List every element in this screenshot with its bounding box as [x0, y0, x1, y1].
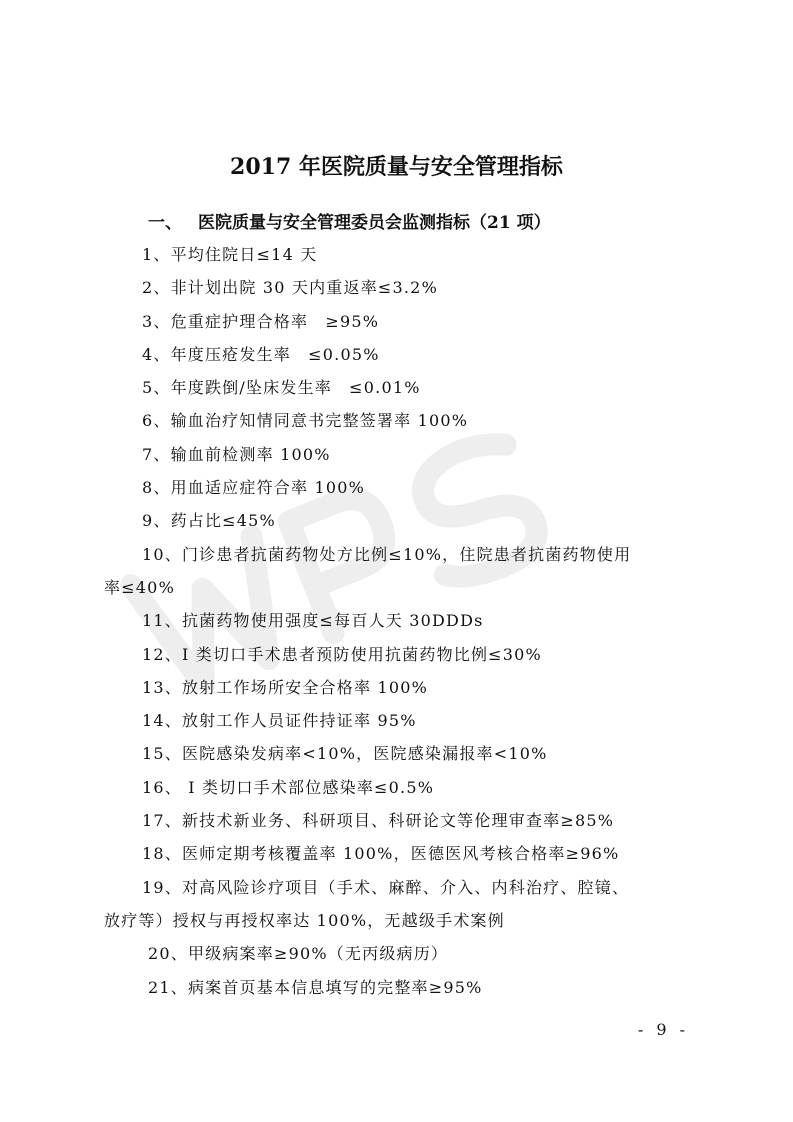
list-item	[0, 238, 793, 271]
list-item-text: 7、输血前检测率 100%	[142, 444, 331, 464]
list-item-text: 18、医师定期考核覆盖率 100%，医德医风考核合格率≥96%	[142, 844, 620, 864]
list-item-text: 12、I 类切口手术患者预防使用抗菌药物比例≤30%	[142, 644, 542, 664]
indicator-list	[0, 238, 793, 1004]
list-item-text: 10、门诊患者抗菌药物处方比例≤10%，住院患者抗菌药物使用	[142, 544, 632, 564]
list-item-text: 8、用血适应症符合率 100%	[142, 478, 366, 498]
document-title: 2017 年医院质量与安全管理指标	[230, 154, 563, 180]
list-item-text: 21、病案首页基本信息填写的完整率≥95%	[148, 977, 483, 997]
list-item	[0, 871, 793, 938]
list-item	[0, 271, 793, 304]
list-item-text: 1、平均住院日≤14 天	[142, 245, 318, 264]
list-item-text: 3、危重症护理合格率 ≥95%	[142, 311, 380, 331]
list-item	[0, 404, 793, 437]
list-item	[0, 471, 793, 504]
list-item	[0, 737, 793, 770]
list-item	[0, 937, 793, 970]
list-item-text: 16、 I 类切口手术部位感染率≤0.5%	[142, 777, 435, 797]
list-item-text: 15、医院感染发病率<10%，医院感染漏报率<10%	[142, 744, 548, 764]
list-item	[0, 771, 793, 804]
list-item-text: 11、抗菌药物使用强度≤每百人天 30DDDs	[142, 611, 484, 631]
list-item-continuation: 放疗等）授权与再授权率达 100%，无越级手术案例	[104, 910, 505, 930]
list-item-text: 4、年度压疮发生率 ≤0.05%	[142, 344, 380, 364]
page-number: - 9 -	[637, 1020, 689, 1039]
list-item-text: 13、放射工作场所安全合格率 100%	[142, 677, 428, 697]
section-number: 一、	[148, 213, 182, 233]
list-item	[0, 538, 793, 605]
list-item-text: 2、非计划出院 30 天内重返率≤3.2%	[142, 278, 438, 298]
list-item	[0, 837, 793, 870]
list-item	[0, 971, 793, 1004]
list-item-text: 6、输血治疗知情同意书完整签署率 100%	[142, 411, 469, 431]
list-item	[0, 804, 793, 837]
list-item-continuation: 率≤40%	[104, 577, 175, 597]
list-item-text: 14、放射工作人员证件持证率 95%	[142, 711, 417, 731]
list-item-text: 19、对高风险诊疗项目（手术、麻醉、介入、内科治疗、腔镜、	[142, 877, 630, 897]
list-item-text: 20、甲级病案率≥90%（无丙级病历）	[148, 944, 449, 964]
list-item	[0, 604, 793, 637]
list-item	[0, 704, 793, 737]
list-item-text: 17、新技术新业务、科研项目、科研论文等伦理审查率≥85%	[142, 811, 615, 831]
section-heading	[148, 208, 551, 233]
list-item	[0, 305, 793, 338]
list-item	[0, 338, 793, 371]
list-item-text: 9、药占比≤45%	[142, 511, 276, 531]
list-item	[0, 438, 793, 471]
list-item	[0, 504, 793, 537]
list-item-text: 5、年度跌倒/坠床发生率 ≤0.01%	[142, 378, 421, 398]
list-item	[0, 671, 793, 704]
section-heading-text: 医院质量与安全管理委员会监测指标（21 项）	[198, 213, 551, 233]
list-item	[0, 638, 793, 671]
list-item	[0, 371, 793, 404]
